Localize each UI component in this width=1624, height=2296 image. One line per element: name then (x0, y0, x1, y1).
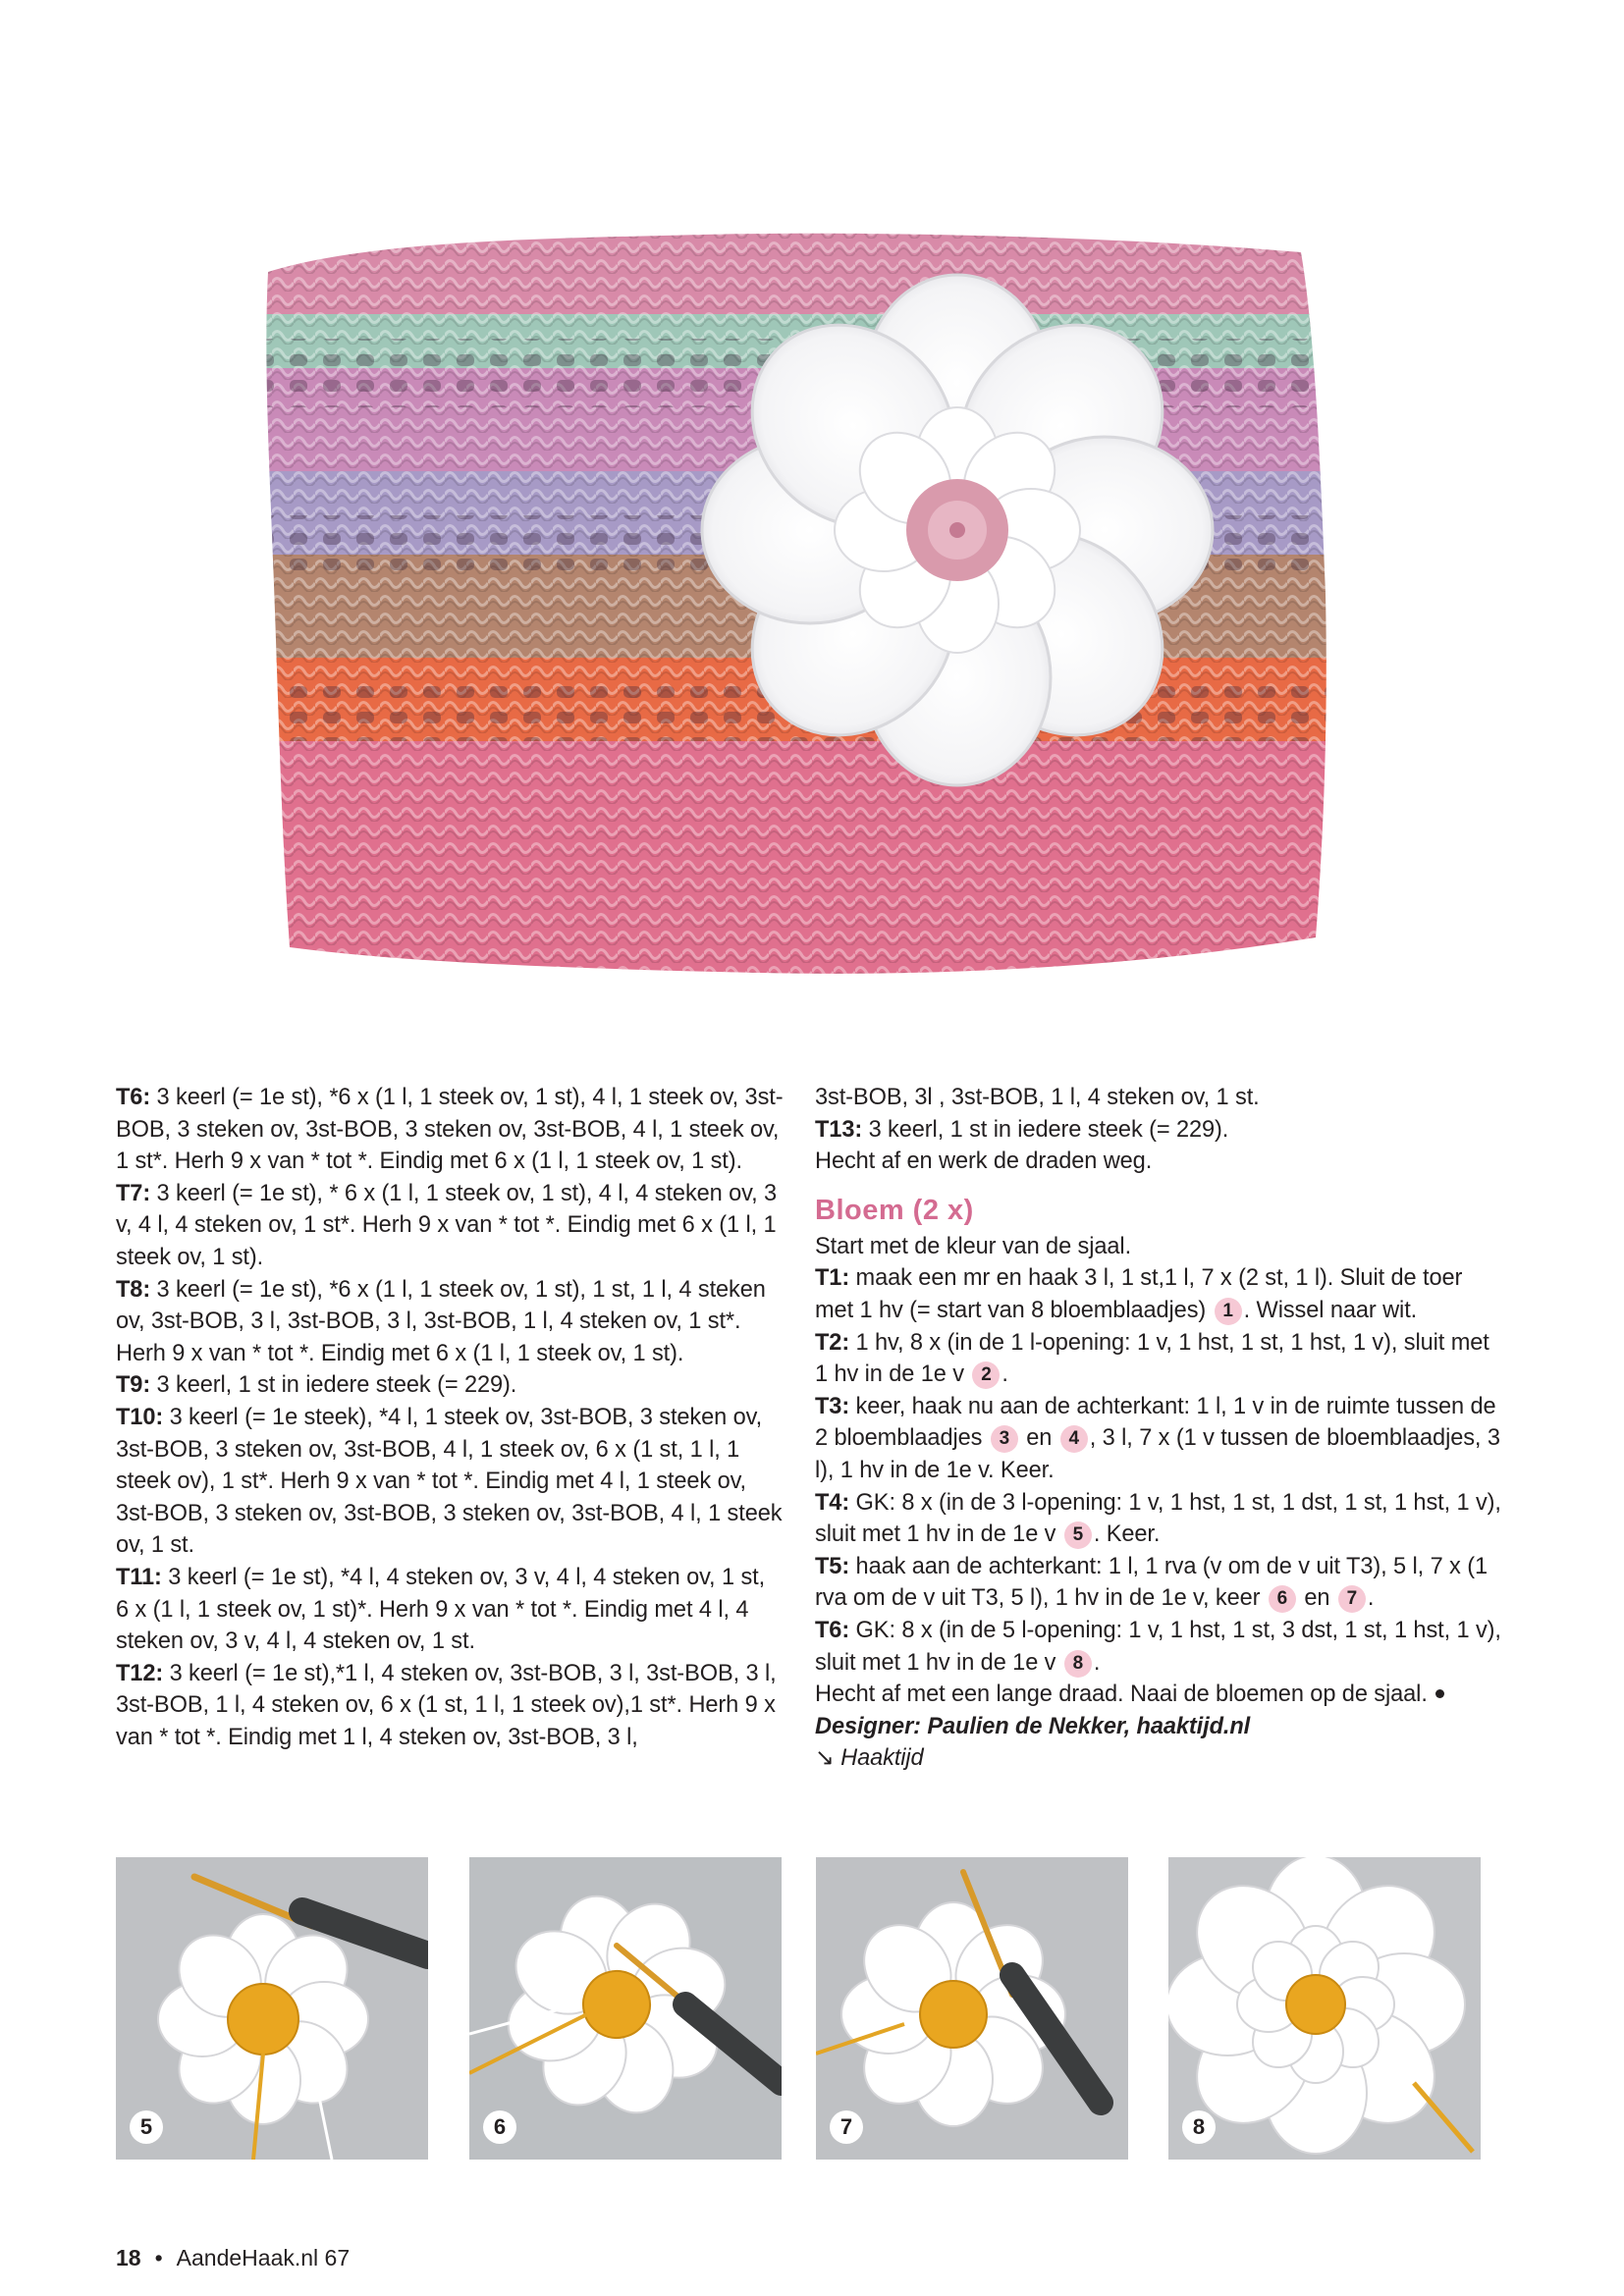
instruction-continuation: 3st-BOB, 3l , 3st-BOB, 1 l, 4 steken ov, 1 st. (815, 1085, 1260, 1110)
row-text: 3 keerl (= 1e st), *4 l, 4 steken ov, 3 v, 4 l, 4 steken ov, 1 st, 6 x (1 l, 1 steek ov, 1 st)*. Herh 9 x van * tot *. Eindig met 4 l, 4 steken ov, 3 v, 4 l, 4 steken ov, 1 st. (116, 1564, 766, 1655)
arrow-icon: ↘ (815, 1745, 835, 1772)
finish-instruction: Hecht af en werk de draden weg. (815, 1148, 1153, 1175)
step-number-badge: 6 (483, 2110, 516, 2144)
row-text: . (1367, 1585, 1375, 1612)
row-text: . (1001, 1362, 1008, 1388)
step-number-badge: 7 (830, 2110, 863, 2144)
step-photos (116, 1857, 1481, 2162)
flower-row-t6 (815, 1615, 1502, 1679)
row-text: , 3 l, 7 x (1 v tussen de bloemblaadjes, 3 l), 1 hv in de 1e v. Keer. (815, 1425, 1500, 1483)
row-text: 3 keerl, 1 st in iedere steek (= 229). (150, 1372, 517, 1399)
row-text: keer, haak nu aan de achterkant: 1 l, 1 v in de ruimte tussen de 2 bloemblaadjes (815, 1393, 1496, 1452)
step-badge: 5 (1064, 1522, 1092, 1549)
footer-bullet: • (154, 2245, 163, 2270)
closing-instruction (815, 1679, 1502, 1711)
row-label: T5: (815, 1553, 850, 1579)
row-text: GK: 8 x (in de 3 l-opening: 1 v, 1 hst, 1 st, 1 dst, 1 st, 1 hst, 1 v), sluit met 1 hv in de 1e v (815, 1489, 1501, 1548)
step-badge: 1 (1215, 1298, 1242, 1325)
instruction-row-t11 (116, 1562, 784, 1658)
row-text: en (1297, 1585, 1336, 1612)
closing-text: Hecht af met een lange draad. Naai de bloemen op de sjaal. (815, 1682, 1428, 1708)
row-text: 3 keerl (= 1e st), *6 x (1 l, 1 steek ov, 1 st), 1 st, 1 l, 4 steken ov, 3st-BOB, 3 l, 3st-BOB, 3 l, 3st-BOB, 1 l, 4 steken ov, 1 st*. Herh 9 x van * tot *. Eindig met 6 x (1 l, 1 steek ov, 1 st). (116, 1276, 766, 1366)
flower-step-image (116, 1857, 428, 2160)
row-text: . Wissel naar wit. (1243, 1297, 1418, 1323)
page-footer (116, 2243, 350, 2272)
row-label: T4: (815, 1489, 850, 1516)
step-badge: 2 (972, 1362, 1000, 1389)
row-label: T6: (116, 1085, 151, 1110)
step-photo-6 (469, 1857, 782, 2160)
row-text: 3 keerl (= 1e st),*1 l, 4 steken ov, 3st-BOB, 3 l, 3st-BOB, 3 l, 3st-BOB, 1 l, 4 steken ov, 6 x (1 st, 1 l, 1 steek ov),1 st*. Herh 9 x van * tot *. Eindig met 1 l, 4 steken ov, 3st-BOB, 3 l, (116, 1660, 777, 1750)
row-label: T9: (116, 1372, 151, 1399)
page-number: 18 (116, 2245, 141, 2270)
photo-credit-text: Haaktijd (840, 1745, 924, 1772)
step-number-badge: 8 (1182, 2110, 1216, 2144)
flower-step-image (1168, 1857, 1481, 2160)
row-text: GK: 8 x (in de 5 l-opening: 1 v, 1 hst, 1 st, 3 dst, 1 st, 1 hst, 1 v), sluit met 1 hv in de 1e v (815, 1617, 1501, 1676)
instruction-row-t6 (116, 1082, 784, 1178)
row-text: 1 hv, 8 x (in de 1 l-opening: 1 v, 1 hst, 1 st, 1 hst, 1 v), sluit met 1 hv in de 1e v (815, 1329, 1489, 1388)
row-text: . Keer. (1093, 1522, 1161, 1548)
flower-start: Start met de kleur van de sjaal. (815, 1233, 1132, 1259)
row-label: T13: (815, 1116, 863, 1143)
row-text: 3 keerl (= 1e steek), *4 l, 1 steek ov, 3st-BOB, 3 steken ov, 3st-BOB, 3 steken ov, 3st-BOB, 4 l, 1 steek ov, 6 x (1 st, 1 l, 1 steek ov), 1 st*. Herh 9 x van * tot *. Eindig met 4 l, 1 steek ov, 3st-BOB, 3 steken ov, 3st-BOB, 3 steken ov, 3st-BOB, 4 l, 1 steek ov, 1 st. (116, 1404, 783, 1559)
step-photo-8 (1168, 1857, 1481, 2160)
row-text: . (1093, 1649, 1101, 1676)
step-badge: 4 (1060, 1425, 1088, 1453)
row-text: maak een mr en haak 3 l, 1 st,1 l, 7 x (2 st, 1 l). Sluit de toer met 1 hv (= start van 8 bloemblaadjes) (815, 1265, 1463, 1323)
step-badge: 7 (1338, 1585, 1366, 1613)
instruction-row-t7 (116, 1178, 784, 1274)
instruction-row-t12 (116, 1658, 784, 1754)
row-text: 3 keerl (= 1e st), * 6 x (1 l, 1 steek ov, 1 st), 4 l, 4 steken ov, 3 v, 4 l, 4 steken ov, 1 st*. Herh 9 x van * tot *. Eindig met 6 x (1 l, 1 steek ov, 1 st). (116, 1180, 778, 1270)
instruction-row-t9 (116, 1369, 784, 1402)
row-label: T1: (815, 1265, 850, 1292)
flower-step-image (469, 1857, 782, 2160)
row-label: T10: (116, 1404, 164, 1430)
step-badge: 8 (1064, 1650, 1092, 1678)
row-label: T8: (116, 1276, 151, 1303)
step-number-badge: 5 (130, 2110, 163, 2144)
flower-row-t1 (815, 1262, 1502, 1326)
photo-credit (815, 1742, 1502, 1775)
section-heading-bloem: Bloem (2 x) (815, 1194, 974, 1226)
crochet-cowl-photo (250, 221, 1350, 987)
row-text: 3 keerl, 1 st in iedere steek (= 229). (862, 1116, 1229, 1143)
crochet-cowl-image (250, 221, 1350, 987)
instruction-row-t13 (815, 1114, 1502, 1147)
magazine-name: AandeHaak.nl 67 (176, 2245, 351, 2270)
row-text: en (1019, 1425, 1058, 1452)
flower-row-t2 (815, 1327, 1502, 1391)
designer-credit: Designer: Paulien de Nekker, haaktijd.nl (815, 1713, 1251, 1739)
row-label: T3: (815, 1393, 850, 1419)
row-label: T12: (116, 1660, 164, 1686)
row-text: 3 keerl (= 1e st), *6 x (1 l, 1 steek ov, 1 st), 4 l, 1 steek ov, 3st-BOB, 3 steken ov, 3st-BOB, 3 steken ov, 3st-BOB, 4 l, 1 steek ov, 1 st*. Herh 9 x van * tot *. Eindig met 6 x (1 l, 1 steek ov, 1 st). (116, 1085, 784, 1175)
row-label: T2: (815, 1329, 850, 1356)
row-label: T7: (116, 1180, 151, 1206)
instruction-row-t8 (116, 1274, 784, 1370)
step-photo-5 (116, 1857, 428, 2160)
step-badge: 6 (1269, 1585, 1296, 1613)
flower-row-t5 (815, 1551, 1502, 1615)
row-label: T6: (815, 1617, 850, 1643)
row-label: T11: (116, 1564, 162, 1590)
end-mark-icon (1435, 1689, 1444, 1698)
flower-row-t3 (815, 1391, 1502, 1487)
step-photo-7 (816, 1857, 1128, 2160)
white-flower (702, 275, 1213, 785)
pattern-instructions-left (116, 1082, 784, 1753)
pattern-instructions-right (815, 1082, 1502, 1775)
flower-step-image (816, 1857, 1128, 2160)
row-text: haak aan de achterkant: 1 l, 1 rva (v om de v uit T3), 5 l, 7 x (1 rva om de v uit T3, 5 l), 1 hv in de 1e v, keer (815, 1553, 1488, 1612)
flower-row-t4 (815, 1487, 1502, 1551)
instruction-row-t10 (116, 1402, 784, 1562)
step-badge: 3 (991, 1425, 1018, 1453)
